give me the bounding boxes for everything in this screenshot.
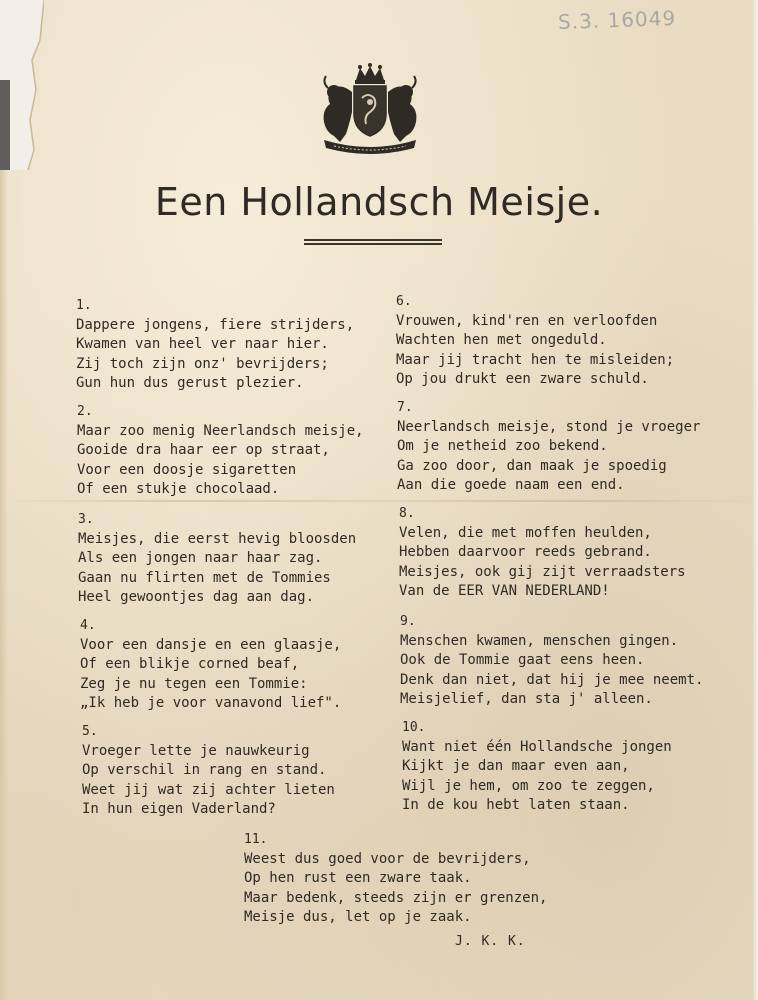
verse-line: Op hen rust een zware taak. bbox=[244, 870, 472, 886]
verse-line: Als een jongen naar haar zag. bbox=[78, 550, 323, 566]
verse-number: 11. bbox=[244, 832, 268, 847]
verse-11 bbox=[244, 830, 547, 928]
verse-5 bbox=[82, 722, 335, 820]
verse-number: 2. bbox=[77, 404, 93, 419]
verse-7 bbox=[397, 398, 700, 496]
verse-3 bbox=[78, 510, 356, 608]
verse-10 bbox=[402, 718, 672, 816]
verse-line: Gun hun dus gerust plezier. bbox=[76, 375, 304, 391]
verse-line: Dappere jongens, fiere strijders, bbox=[76, 316, 355, 333]
verse-line: Wijl je hem, om zoo te zeggen, bbox=[402, 777, 655, 794]
verse-line: Heel gewoontjes dag aan dag. bbox=[78, 589, 315, 605]
verse-line: Zeg je nu tegen een Tommie: bbox=[80, 675, 308, 692]
verse-line: Weest dus goed voor de bevrijders, bbox=[244, 850, 531, 867]
verse-2 bbox=[77, 402, 364, 500]
verse-line: Ga zoo door, dan maak je spoedig bbox=[397, 457, 667, 474]
verse-line: Van de EER VAN NEDERLAND! bbox=[399, 583, 610, 599]
verse-line: Maar jij tracht hen te misleiden; bbox=[396, 351, 675, 368]
verse-line: Weet jij wat zij achter lieten bbox=[82, 781, 335, 798]
verse-line: Voor een doosje sigaretten bbox=[77, 461, 297, 478]
verse-line: Op jou drukt een zware schuld. bbox=[396, 371, 649, 387]
verse-line: Meisjelief, dan sta j' alleen. bbox=[400, 691, 653, 707]
verse-line: Meisjes, ook gij zijt verraadsters bbox=[399, 563, 686, 580]
verse-line: Neerlandsch meisje, stond je vroeger bbox=[397, 418, 701, 435]
song-title: Een Hollandsch Meisje. bbox=[154, 180, 604, 224]
verse-line: Gaan nu flirten met de Tommies bbox=[78, 569, 331, 586]
verse-line: Want niet één Hollandsche jongen bbox=[402, 738, 672, 755]
verse-line: Velen, die met moffen heulden, bbox=[399, 524, 652, 541]
verse-number: 10. bbox=[402, 720, 426, 735]
verse-1 bbox=[76, 296, 354, 394]
verse-number: 1. bbox=[76, 298, 92, 313]
verse-line: Zij toch zijn onz' bevrijders; bbox=[76, 355, 329, 372]
verse-line: Meisje dus, let op je zaak. bbox=[244, 909, 472, 925]
verse-number: 9. bbox=[400, 614, 416, 629]
verse-line: Vrouwen, kind'ren en verloofden bbox=[396, 312, 658, 329]
verse-number: 7. bbox=[397, 400, 413, 415]
verse-number: 3. bbox=[78, 512, 94, 527]
verse-line: Hebben daarvoor reeds gebrand. bbox=[399, 544, 652, 560]
verse-line: Meisjes, die eerst hevig bloosden bbox=[78, 530, 357, 547]
verse-line: Vroeger lette je nauwkeurig bbox=[82, 742, 310, 759]
verse-line: Denk dan niet, dat hij je mee neemt. bbox=[400, 671, 704, 688]
coat-of-arms-icon bbox=[310, 62, 430, 154]
verse-line: Menschen kwamen, menschen gingen. bbox=[400, 632, 679, 649]
verse-line: In de kou hebt laten staan. bbox=[402, 797, 630, 813]
verse-line: Ook de Tommie gaat eens heen. bbox=[400, 652, 645, 668]
verse-line: Kwamen van heel ver naar hier. bbox=[76, 336, 329, 352]
author-initials: J. K. K. bbox=[455, 934, 526, 949]
fold-line bbox=[0, 500, 758, 502]
verse-line: Of een stukje chocolaad. bbox=[77, 481, 280, 497]
verse-line: Gooide dra haar eer op straat, bbox=[77, 442, 330, 458]
verse-line: Of een blikje corned beaf, bbox=[80, 656, 300, 672]
verse-line: Wachten hen met ongeduld. bbox=[396, 332, 607, 348]
verse-number: 5. bbox=[82, 724, 98, 739]
verse-number: 6. bbox=[396, 294, 412, 309]
verse-6 bbox=[396, 292, 674, 390]
archive-mark: S.3. 16049 bbox=[557, 5, 677, 35]
verse-line: In hun eigen Vaderland? bbox=[82, 801, 276, 817]
verse-line: Maar zoo menig Neerlandsch meisje, bbox=[77, 422, 364, 439]
verse-9 bbox=[400, 612, 703, 710]
verse-line: Aan die goede naam een end. bbox=[397, 477, 625, 493]
verse-number: 4. bbox=[80, 618, 96, 633]
verse-line: Maar bedenk, steeds zijn er grenzen, bbox=[244, 889, 548, 906]
verse-4 bbox=[80, 616, 341, 714]
verse-number: 8. bbox=[399, 506, 415, 521]
verse-8 bbox=[399, 504, 686, 602]
verse-line: Kijkt je dan maar even aan, bbox=[402, 758, 630, 774]
verse-line: Om je netheid zoo bekend. bbox=[397, 438, 608, 454]
title-double-rule bbox=[304, 239, 442, 245]
verse-line: Op verschil in rang en stand. bbox=[82, 762, 327, 778]
verse-line: „Ik heb je voor vanavond lief". bbox=[80, 695, 342, 711]
torn-corner bbox=[0, 0, 44, 170]
verse-line: Voor een dansje en een glaasje, bbox=[80, 636, 342, 653]
